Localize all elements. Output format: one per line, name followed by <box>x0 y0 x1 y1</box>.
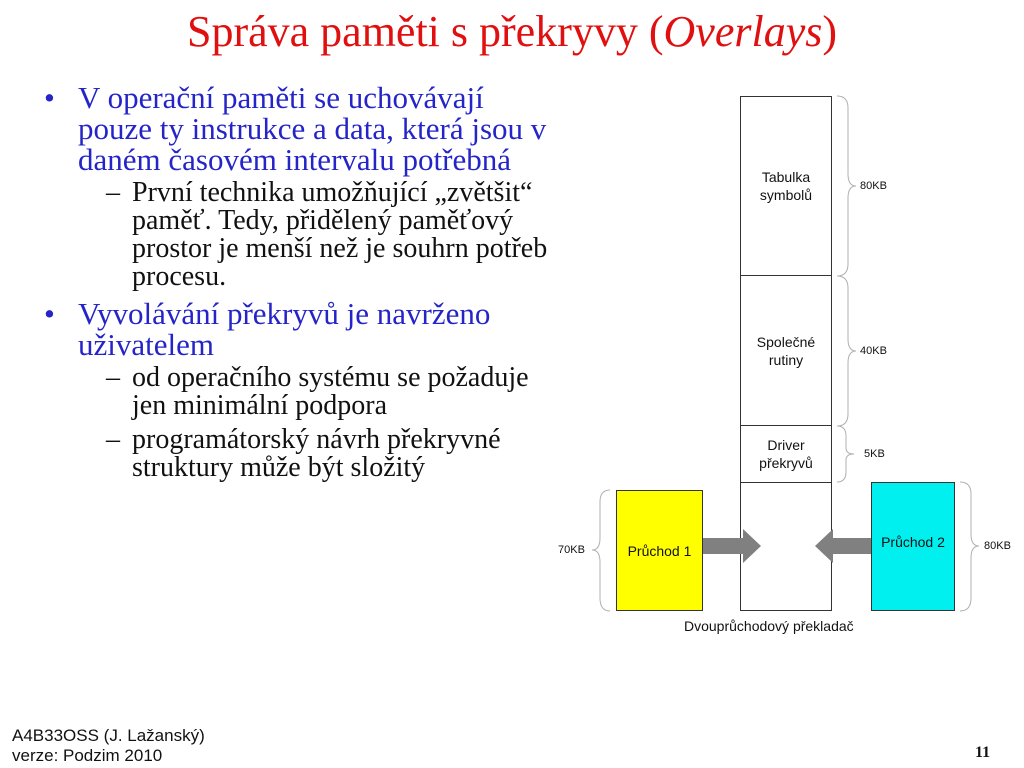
block-label: Průchod 1 <box>627 542 692 559</box>
bullet-list <box>44 82 554 489</box>
arrow-right-icon <box>703 529 761 563</box>
arrow-left-icon <box>815 529 871 563</box>
block-label: Driver <box>767 437 805 453</box>
brace-40kb-icon <box>837 276 856 426</box>
brace-70kb-icon <box>592 490 610 611</box>
slide-title <box>0 6 1024 58</box>
diagram-graphics <box>540 80 1024 650</box>
block-label: Tabulka <box>761 169 811 185</box>
bullet-item <box>44 82 554 291</box>
overlay-diagram <box>540 80 1024 650</box>
bullet-text: Vyvolávání překryvů je navrženo uživatelem <box>78 296 491 362</box>
page-number: 11 <box>975 744 991 761</box>
footer-course: A4B33OSS (J. Lažanský) <box>12 726 205 745</box>
bullet-item <box>44 298 554 482</box>
block-label: překryvů <box>759 455 813 471</box>
size-label: 80KB <box>984 540 1011 552</box>
title-italic: Overlays <box>663 7 823 56</box>
footer-version: verze: Podzim 2010 <box>12 746 163 765</box>
block-label: symbolů <box>759 187 813 203</box>
size-label: 70KB <box>558 544 585 556</box>
brace-pass2-icon <box>960 482 979 611</box>
block-label: Společné <box>756 333 816 350</box>
size-label: 40KB <box>860 345 887 357</box>
brace-5kb-icon <box>837 426 854 482</box>
footer <box>12 726 205 766</box>
sub-bullet-item: – od operačního systému se požaduje jen minimální podpora <box>86 364 554 420</box>
sub-bullet-list <box>78 179 554 291</box>
sub-bullet-item: – První technika umožňující „zvětšit“ paměť. Tedy, přidělený paměťový prostor je menší než je souhrn potřeb procesu. <box>86 179 554 291</box>
diagram-caption: Dvouprůchodový překladač <box>684 618 854 634</box>
block-label: rutiny <box>768 351 804 368</box>
size-label: 5KB <box>864 448 885 460</box>
block-label: Průchod 2 <box>881 534 945 550</box>
brace-80kb-icon <box>837 96 856 276</box>
sub-bullet-list <box>78 364 554 482</box>
size-label: 80KB <box>860 180 887 192</box>
title-main: Správa paměti s překryvy ( <box>186 7 664 56</box>
title-close: ) <box>822 7 838 56</box>
sub-bullet-item: – programátorský návrh překryvné struktury může být složitý <box>86 426 554 482</box>
bullet-text: V operační paměti se uchovávají pouze ty instrukce a data, která jsou v daném časovém intervalu potřebná <box>78 80 547 177</box>
